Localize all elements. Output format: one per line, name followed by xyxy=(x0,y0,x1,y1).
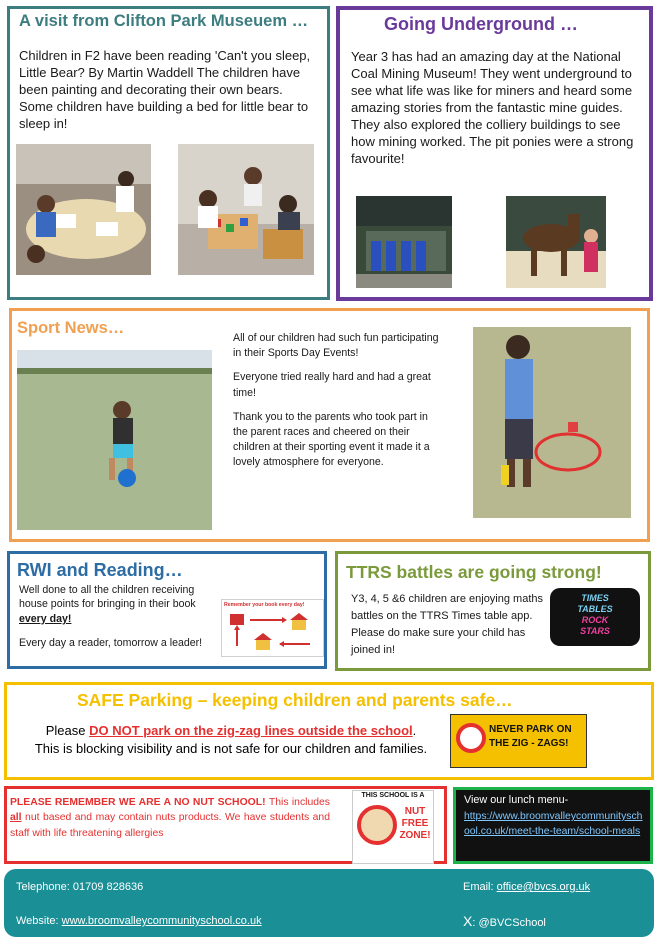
x-logo-icon: X xyxy=(463,913,473,929)
parking-title: SAFE Parking – keeping children and parents safe… xyxy=(77,690,513,710)
underground-body: Year 3 has had an amazing day at the National Coal Mining Museum! They went underground to see what life was like for miners and heard some amazing stories from the fantastic mine guides. They also explored the colliery buildings to see how mining worked. The pit ponies were a strong favourite! xyxy=(351,49,634,166)
rwi-reminder-card xyxy=(221,599,324,657)
underground-title: Going Underground … xyxy=(384,14,578,34)
footer-email-row: Email: office@bvcs.org.uk xyxy=(463,881,591,893)
sport-section xyxy=(9,308,650,542)
clifton-photo-1 xyxy=(16,144,151,275)
underground-photo-2 xyxy=(506,196,606,288)
ttrs-logo xyxy=(550,588,640,646)
footer-telephone: Telephone: 01709 828636 xyxy=(16,881,144,893)
footer-email-link[interactable]: office@bvcs.org.uk xyxy=(496,881,591,893)
no-parking-icon xyxy=(456,723,486,753)
lunch-link[interactable]: https://www.broomvalleycommunityschool.co.uk/meet-the-team/school-meals xyxy=(464,811,643,837)
parking-text xyxy=(21,722,441,758)
nut-sign-line-3: ZONE! xyxy=(399,830,431,841)
nut-sign-text xyxy=(398,806,432,842)
no-nut-icon xyxy=(357,805,397,845)
underground-photo-1 xyxy=(356,196,452,288)
footer-x-handle[interactable]: : @BVCSchool xyxy=(472,917,546,929)
rwi-paragraph-1: Well done to all the children receiving house points for bringing in their book every day! xyxy=(19,584,196,625)
ttrs-logo-line-2: TABLES xyxy=(577,604,613,614)
sport-paragraph-1: All of our children had such fun participating in their Sports Day Events! xyxy=(233,332,439,360)
clifton-section xyxy=(7,6,330,300)
ttrs-section xyxy=(335,551,651,671)
zig-zag-sign-line-2: THE ZIG - ZAGS! xyxy=(489,738,569,749)
lunch-section xyxy=(453,787,653,864)
rwi-text xyxy=(19,583,214,651)
zig-zag-sign-line-1: NEVER PARK ON xyxy=(489,724,572,735)
clifton-photo-2 xyxy=(178,144,314,275)
rwi-paragraph-2: Every day a reader, tomorrow a leader! xyxy=(19,637,203,650)
parking-section xyxy=(4,682,654,780)
nut-sign-line-1: NUT xyxy=(404,806,426,817)
rwi-card-title: Remember your book every day! xyxy=(224,602,305,608)
sport-photo-1 xyxy=(17,350,212,530)
rwi-title: RWI and Reading… xyxy=(17,560,183,580)
footer-website-row: Website: www.broomvalleycommunityschool.co.uk xyxy=(16,915,262,927)
nut-free-sign xyxy=(352,790,434,864)
ttrs-logo-line-3: ROCK xyxy=(581,615,609,625)
clifton-title: A visit from Clifton Park Museuem … xyxy=(19,12,309,30)
nut-section xyxy=(4,786,447,864)
footer xyxy=(4,869,654,937)
underground-section xyxy=(336,6,653,301)
clifton-body: Children in F2 have been reading 'Can't you sleep, Little Bear? By Martin Waddell The children have been painting and decorating their own bears. Some children have building a bed for little bear to sleep in! xyxy=(19,48,311,131)
ttrs-body: Y3, 4, 5 &6 children are enjoying maths battles on the TTRS Times table app. Please do make sure your child has joined in! xyxy=(351,593,544,656)
rwi-section xyxy=(7,551,327,669)
sport-title: Sport News… xyxy=(17,319,125,337)
lunch-label: View our lunch menu- xyxy=(464,794,569,806)
nut-sign-top: THIS SCHOOL IS A xyxy=(361,792,425,799)
sport-paragraph-3: Thank you to the parents who took part in the parent races and cheered on their children at their sporting event it made it a lovely atmosphere for everyone. xyxy=(233,410,430,469)
sport-paragraph-2: Everyone tried really hard and had a great time! xyxy=(233,371,431,399)
nut-text: PLEASE REMEMBER WE ARE A NO NUT SCHOOL! This includes all nut based and may contain nuts products. We have students and staff with life threatening allergies xyxy=(10,797,330,839)
sport-text xyxy=(233,331,443,471)
book-house-icons xyxy=(224,610,321,654)
ttrs-title: TTRS battles are going strong! xyxy=(346,562,602,582)
ttrs-logo-line-4: STARS xyxy=(580,626,610,636)
nut-sign-line-2: FREE xyxy=(401,818,429,829)
zig-zag-sign xyxy=(450,714,587,768)
footer-x-row xyxy=(463,913,546,931)
parking-line-1: Please DO NOT park on the zig-zag lines outside the school. xyxy=(45,723,417,738)
ttrs-logo-line-1: TIMES xyxy=(581,593,609,603)
footer-website-link[interactable]: www.broomvalleycommunityschool.co.uk xyxy=(61,915,262,927)
parking-line-2: This is blocking visibility and is not safe for our children and families. xyxy=(34,741,428,756)
sport-photo-2 xyxy=(473,327,631,518)
